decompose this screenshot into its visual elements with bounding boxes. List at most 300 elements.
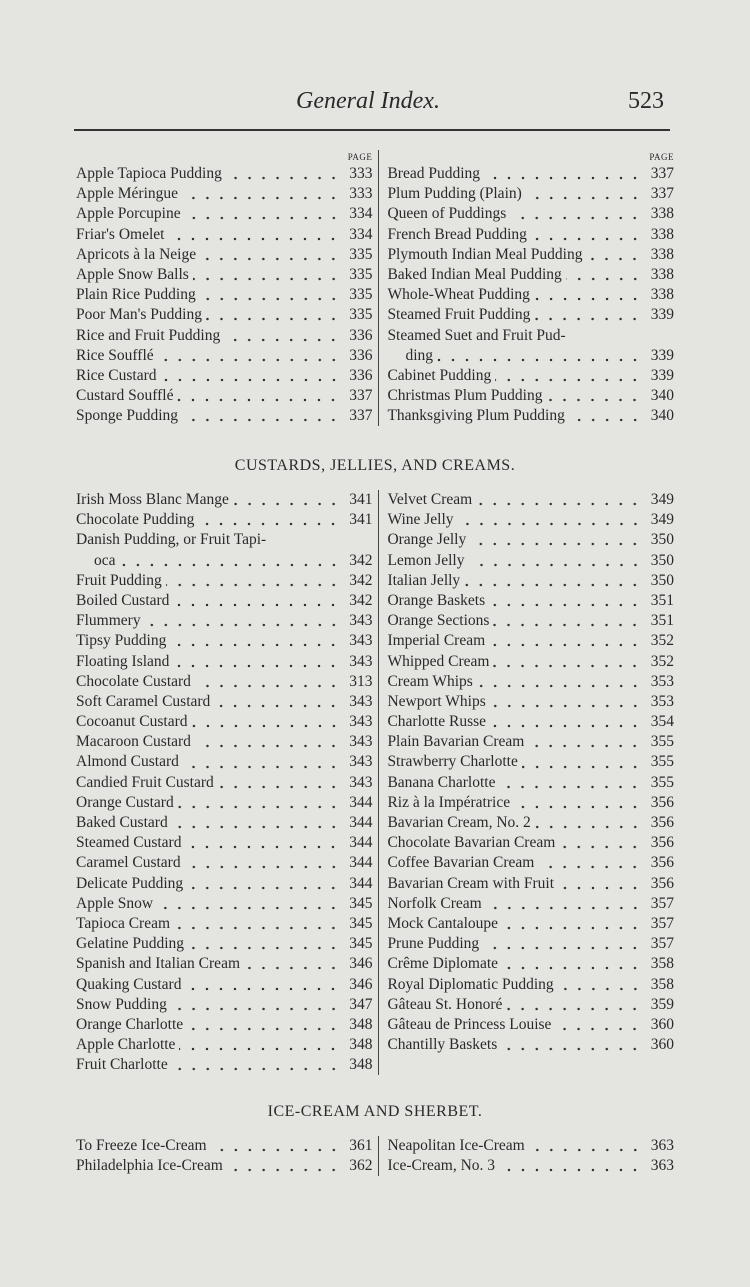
entry-name: Orange Charlotte <box>76 1015 184 1033</box>
entry-name: Friar's Omelet <box>76 225 165 243</box>
index-entry <box>387 305 674 325</box>
entry-page-number: 343 <box>349 733 373 751</box>
entry-name: Apple Charlotte <box>76 1036 176 1054</box>
dot-leader <box>211 1148 341 1152</box>
dot-leader <box>477 684 642 688</box>
entry-list <box>387 164 674 426</box>
entry-name: Chocolate Custard <box>76 672 191 690</box>
dot-leader <box>501 1047 642 1051</box>
dot-leader <box>233 502 341 506</box>
index-entry <box>76 631 372 651</box>
entry-page-number: 357 <box>650 935 674 953</box>
entry-page-number: 335 <box>349 265 373 283</box>
entry-page-number: 358 <box>650 955 674 973</box>
dot-leader <box>166 583 341 587</box>
index-entry <box>76 995 372 1015</box>
entry-page-number: 355 <box>650 733 674 751</box>
entry-list <box>76 164 372 426</box>
entry-page-number: 347 <box>349 995 373 1013</box>
entry-name: Chocolate Pudding <box>76 511 195 529</box>
dot-leader <box>558 886 642 890</box>
index-entry <box>387 752 674 772</box>
dot-leader <box>195 684 341 688</box>
entry-page-number: 360 <box>650 1036 674 1054</box>
entry-name: Plymouth Indian Meal Pudding <box>387 245 583 263</box>
index-entry <box>387 813 674 833</box>
index-entry <box>76 305 372 325</box>
entry-page-number: 353 <box>650 692 674 710</box>
index-entry <box>387 874 674 894</box>
dot-leader <box>489 643 642 647</box>
index-entry <box>76 366 372 386</box>
entry-name: Apple Tapioca Pudding <box>76 165 222 182</box>
entry-name: Orange Baskets <box>387 591 486 609</box>
entry-list <box>76 490 372 1075</box>
index-entry <box>76 510 372 530</box>
dot-leader <box>182 418 340 422</box>
dot-leader <box>193 277 341 281</box>
index-entry <box>387 672 674 692</box>
index-entry <box>76 874 372 894</box>
dot-leader <box>172 825 341 829</box>
entry-page-number: 333 <box>349 165 373 182</box>
index-entry <box>76 204 372 224</box>
entry-page-number: 352 <box>650 632 674 650</box>
dot-leader <box>495 378 642 382</box>
entry-page-number: 337 <box>349 387 373 405</box>
dot-leader <box>183 765 341 769</box>
dot-leader <box>489 603 642 607</box>
entry-name: Banana Charlotte <box>387 773 496 791</box>
index-entry <box>387 975 674 995</box>
entry-page-number: 356 <box>650 793 674 811</box>
entry-name: Floating Island <box>76 652 170 670</box>
entry-name: Flummery <box>76 612 141 630</box>
dot-leader <box>200 297 341 301</box>
puddings-right-column <box>378 150 674 426</box>
index-entry <box>76 975 372 995</box>
entry-name: Boiled Custard <box>76 591 170 609</box>
index-entry <box>387 346 674 366</box>
entry-name: Rice Soufflé <box>76 346 154 364</box>
dot-leader <box>510 216 642 220</box>
entry-page-number: 359 <box>650 995 674 1013</box>
index-entry <box>387 265 674 285</box>
entry-name: Whole-Wheat Pudding <box>387 286 530 304</box>
index-entry <box>387 934 674 954</box>
entry-page-number: 344 <box>349 854 373 872</box>
index-entry <box>387 551 674 571</box>
index-entry <box>76 406 372 426</box>
page-number: 523 <box>628 88 664 114</box>
entry-page-number: 350 <box>650 551 674 569</box>
dot-leader <box>170 643 340 647</box>
entry-name: Cabinet Pudding <box>387 366 492 384</box>
entry-name: Rice Custard <box>76 366 157 384</box>
entry-name: Royal Diplomatic Pudding <box>387 975 554 993</box>
entry-name: Chocolate Bavarian Cream <box>387 834 556 852</box>
index-entry <box>76 265 372 285</box>
dot-leader <box>177 398 340 402</box>
index-entry <box>387 732 674 752</box>
entry-page-number: 338 <box>650 286 674 304</box>
section-heading: ICE-CREAM AND SHERBET. <box>267 1103 483 1120</box>
index-entry <box>387 184 674 204</box>
entry-page-number: 343 <box>349 773 373 791</box>
entry-page-number: 355 <box>650 753 674 771</box>
index-entry <box>387 285 674 305</box>
entry-name: Orange Jelly <box>387 531 467 549</box>
dot-leader <box>538 865 642 869</box>
entry-name: Sponge Pudding <box>76 407 179 425</box>
dot-leader <box>188 946 340 950</box>
dot-leader <box>158 358 341 362</box>
entry-page-number: 341 <box>349 511 373 529</box>
entry-name: Plain Bavarian Cream <box>387 733 525 751</box>
dot-leader <box>214 704 340 708</box>
entry-page-number: 342 <box>349 571 373 589</box>
entry-name: Mock Cantaloupe <box>387 914 499 932</box>
entry-name: Orange Custard <box>76 793 174 811</box>
index-entry <box>76 712 372 732</box>
entry-name: Whipped Cream <box>387 652 490 670</box>
index-entry <box>76 652 372 672</box>
index-entry <box>76 591 372 611</box>
dot-leader <box>586 257 642 261</box>
entry-page-number: 340 <box>650 387 674 405</box>
index-entry <box>76 1035 372 1055</box>
entry-page-number: 337 <box>650 165 674 182</box>
entry-page-number: 345 <box>349 935 373 953</box>
entry-name: Prune Pudding <box>387 935 480 953</box>
page-column-label: PAGE <box>347 152 373 162</box>
index-entry <box>387 914 674 934</box>
dot-leader <box>490 724 642 728</box>
dot-leader <box>529 1148 642 1152</box>
dot-leader <box>182 196 340 200</box>
entry-name: ding <box>405 346 433 364</box>
dot-leader <box>499 785 642 789</box>
dot-leader <box>464 583 642 587</box>
entry-name: Delicate Pudding <box>76 874 184 892</box>
entry-page-number: 348 <box>349 1015 373 1033</box>
entry-page-number: 340 <box>650 407 674 425</box>
custards-right-column <box>378 490 674 1075</box>
index-entry <box>76 285 372 305</box>
dot-leader <box>490 704 642 708</box>
entry-name: Steamed Suet and Fruit Pud- <box>387 326 566 344</box>
entry-name: Newport Whips <box>387 692 486 710</box>
section-heading: CUSTARDS, JELLIES, AND CREAMS. <box>234 457 516 474</box>
puddings-left-column <box>76 150 378 426</box>
entry-page-number: 349 <box>650 511 674 529</box>
entry-page-number: 339 <box>650 306 674 324</box>
dot-leader <box>486 906 642 910</box>
dot-leader <box>185 987 340 991</box>
entry-page-number: 313 <box>349 672 373 690</box>
dot-leader <box>437 358 642 362</box>
entry-page-number: 344 <box>349 814 373 831</box>
entry-name: Christmas Plum Pudding <box>387 387 543 405</box>
index-entry <box>387 406 674 426</box>
dot-leader <box>534 317 642 321</box>
entry-name: Spanish and Italian Cream <box>76 955 240 973</box>
entry-name: oca <box>94 551 116 569</box>
index-entry <box>387 954 674 974</box>
entry-page-number: 335 <box>349 306 373 324</box>
index-entry <box>76 225 372 245</box>
dot-leader <box>227 1168 341 1172</box>
index-entry <box>76 530 372 550</box>
custards-left-column <box>76 490 378 1075</box>
dot-leader <box>218 785 341 789</box>
entry-name: Steamed Custard <box>76 834 182 852</box>
entry-name: Tipsy Pudding <box>76 632 167 650</box>
index-entry <box>76 793 372 813</box>
entry-list <box>387 1136 674 1176</box>
dot-leader <box>157 906 340 910</box>
index-entry <box>387 1035 674 1055</box>
index-entry <box>76 1136 372 1156</box>
icecream-right-column <box>378 1136 674 1176</box>
entry-page-number: 338 <box>650 205 674 223</box>
entry-page-number: 337 <box>650 185 674 203</box>
dot-leader <box>206 317 340 321</box>
entry-name: Macaroon Custard <box>76 733 191 751</box>
entry-page-number: 336 <box>349 346 373 364</box>
entry-name: Gâteau St. Honoré <box>387 995 503 1013</box>
index-entry <box>76 551 372 571</box>
entry-page-number: 333 <box>349 185 373 203</box>
entry-page-number: 337 <box>349 407 373 425</box>
entry-page-number: 345 <box>349 894 373 912</box>
dot-leader <box>185 216 341 220</box>
entry-page-number: 357 <box>650 894 674 912</box>
dot-leader <box>187 886 340 890</box>
entry-page-number: 344 <box>349 793 373 811</box>
entry-page-number: 336 <box>349 326 373 344</box>
entry-page-number: 339 <box>650 346 674 364</box>
index-entry <box>76 326 372 346</box>
dot-leader <box>185 845 340 849</box>
dot-leader <box>566 277 642 281</box>
index-entry <box>76 164 372 184</box>
entry-page-number: 345 <box>349 914 373 932</box>
entry-name: Poor Man's Pudding <box>76 306 202 324</box>
entry-name: Chantilly Baskets <box>387 1036 498 1054</box>
entry-name: Danish Pudding, or Fruit Tapi- <box>76 531 267 549</box>
entry-page-number: 341 <box>349 491 373 508</box>
entry-page-number: 343 <box>349 612 373 630</box>
index-entry <box>387 530 674 550</box>
entry-name: Thanksgiving Plum Pudding <box>387 407 565 425</box>
entry-name: Custard Soufflé <box>76 387 174 405</box>
index-entry <box>387 510 674 530</box>
index-entry <box>76 490 372 510</box>
dot-leader <box>173 664 340 668</box>
entry-name: Candied Fruit Custard <box>76 773 214 791</box>
entry-name: To Freeze Ice-Cream <box>76 1137 207 1154</box>
dot-leader <box>559 845 642 849</box>
entry-page-number: 353 <box>650 672 674 690</box>
dot-leader <box>200 257 340 261</box>
dot-leader <box>174 926 340 930</box>
dot-leader <box>187 1027 340 1031</box>
dot-leader <box>224 338 340 342</box>
entry-name: Fruit Charlotte <box>76 1056 168 1074</box>
dot-leader <box>458 522 642 526</box>
index-entry <box>387 652 674 672</box>
dot-leader <box>502 966 642 970</box>
dot-leader <box>161 378 341 382</box>
dot-leader <box>522 765 642 769</box>
entry-page-number: 351 <box>650 612 674 630</box>
page-header-title: General Index. <box>296 88 440 114</box>
entry-page-number: 334 <box>349 205 373 223</box>
index-entry <box>76 833 372 853</box>
entry-name: Strawberry Charlotte <box>387 753 518 771</box>
index-entry <box>76 184 372 204</box>
dot-leader <box>178 805 341 809</box>
entry-page-number: 356 <box>650 834 674 852</box>
entry-page-number: 355 <box>650 773 674 791</box>
index-entry <box>387 591 674 611</box>
entry-name: Crême Diplomate <box>387 955 499 973</box>
entry-name: Apple Snow <box>76 894 154 912</box>
section-custards-jellies-creams <box>76 456 674 1075</box>
index-entry <box>76 732 372 752</box>
entry-page-number: 338 <box>650 265 674 283</box>
dot-leader <box>493 623 642 627</box>
dot-leader <box>173 603 340 607</box>
index-entry <box>387 326 674 346</box>
entry-name: Plain Rice Pudding <box>76 286 196 304</box>
dot-leader <box>534 297 642 301</box>
index-entry <box>387 793 674 813</box>
entry-name: Cocoanut Custard <box>76 713 188 731</box>
entry-name: Apricots à la Neige <box>76 245 197 263</box>
entry-name: Wine Jelly <box>387 511 454 529</box>
dot-leader <box>483 946 642 950</box>
entry-name: Queen of Puddings <box>387 205 507 223</box>
entry-page-number: 334 <box>349 225 373 243</box>
entry-page-number: 358 <box>650 975 674 993</box>
entry-name: Velvet Cream <box>387 491 473 508</box>
entry-name: Baked Indian Meal Pudding <box>387 265 562 283</box>
entry-page-number: 362 <box>349 1157 373 1175</box>
index-entry <box>387 366 674 386</box>
entry-name: Orange Sections <box>387 612 490 630</box>
entry-name: Coffee Bavarian Cream <box>387 854 535 872</box>
icecream-left-column <box>76 1136 378 1176</box>
index-entry <box>387 245 674 265</box>
entry-name: Quaking Custard <box>76 975 182 993</box>
dot-leader <box>476 502 642 506</box>
entry-name: Bavarian Cream with Fruit <box>387 874 555 892</box>
dot-leader <box>514 805 642 809</box>
dot-leader <box>546 398 642 402</box>
entry-page-number: 343 <box>349 753 373 771</box>
index-entry <box>76 1015 372 1035</box>
index-entry <box>387 894 674 914</box>
index-entry <box>387 995 674 1015</box>
index-entry <box>76 571 372 591</box>
entry-name: Snow Pudding <box>76 995 167 1013</box>
entry-page-number: 360 <box>650 1015 674 1033</box>
index-entry <box>76 1156 372 1176</box>
entry-name: Almond Custard <box>76 753 179 771</box>
index-entry <box>76 692 372 712</box>
dot-leader <box>145 623 341 627</box>
dot-leader <box>195 744 341 748</box>
index-entry <box>387 571 674 591</box>
entry-page-number: 354 <box>650 713 674 731</box>
entry-name: Charlotte Russe <box>387 713 487 731</box>
entry-page-number: 352 <box>650 652 674 670</box>
section-ice-cream-sherbet <box>76 1102 674 1176</box>
entry-page-number: 363 <box>650 1157 674 1175</box>
entry-name: Soft Caramel Custard <box>76 692 211 710</box>
dot-leader <box>226 176 341 180</box>
index-entry <box>76 813 372 833</box>
entry-name: Italian Jelly <box>387 571 461 589</box>
entry-name: Philadelphia Ice-Cream <box>76 1157 223 1175</box>
index-entry <box>387 490 674 510</box>
dot-leader <box>506 1007 642 1011</box>
dot-leader <box>185 865 341 869</box>
entry-page-number: 342 <box>349 551 373 569</box>
entry-name: Rice and Fruit Pudding <box>76 326 221 344</box>
entry-list <box>76 1136 372 1176</box>
index-entry <box>76 954 372 974</box>
entry-page-number: 338 <box>650 225 674 243</box>
index-entry <box>76 853 372 873</box>
entry-name: Steamed Fruit Pudding <box>387 306 531 324</box>
entry-page-number: 335 <box>349 286 373 304</box>
entry-name: Imperial Cream <box>387 632 486 650</box>
index-entry <box>387 204 674 224</box>
entry-page-number: 338 <box>650 245 674 263</box>
entry-page-number: 356 <box>650 854 674 872</box>
entry-page-number: 343 <box>349 632 373 650</box>
index-entry <box>387 386 674 406</box>
index-entry <box>387 1136 674 1156</box>
entry-list <box>387 490 674 1055</box>
dot-leader <box>198 522 340 526</box>
entry-name: Apple Snow Balls <box>76 265 189 283</box>
entry-page-number: 350 <box>650 571 674 589</box>
dot-leader <box>469 563 643 567</box>
index-entry <box>76 386 372 406</box>
entry-page-number: 348 <box>349 1036 373 1054</box>
index-entry <box>387 1015 674 1035</box>
dot-leader <box>499 1168 642 1172</box>
entry-page-number: 342 <box>349 591 373 609</box>
dot-leader <box>120 563 341 567</box>
index-entry <box>76 773 372 793</box>
dot-leader <box>502 926 642 930</box>
entry-name: French Bread Pudding <box>387 225 527 243</box>
index-entry <box>387 611 674 631</box>
entry-name: Irish Moss Blanc Mange <box>76 491 229 508</box>
index-entry <box>76 611 372 631</box>
entry-page-number: 339 <box>650 366 674 384</box>
dot-leader <box>555 1027 642 1031</box>
entry-name: Lemon Jelly <box>387 551 465 569</box>
index-entry <box>387 773 674 793</box>
entry-name: Cream Whips <box>387 672 473 690</box>
entry-page-number: 344 <box>349 874 373 892</box>
